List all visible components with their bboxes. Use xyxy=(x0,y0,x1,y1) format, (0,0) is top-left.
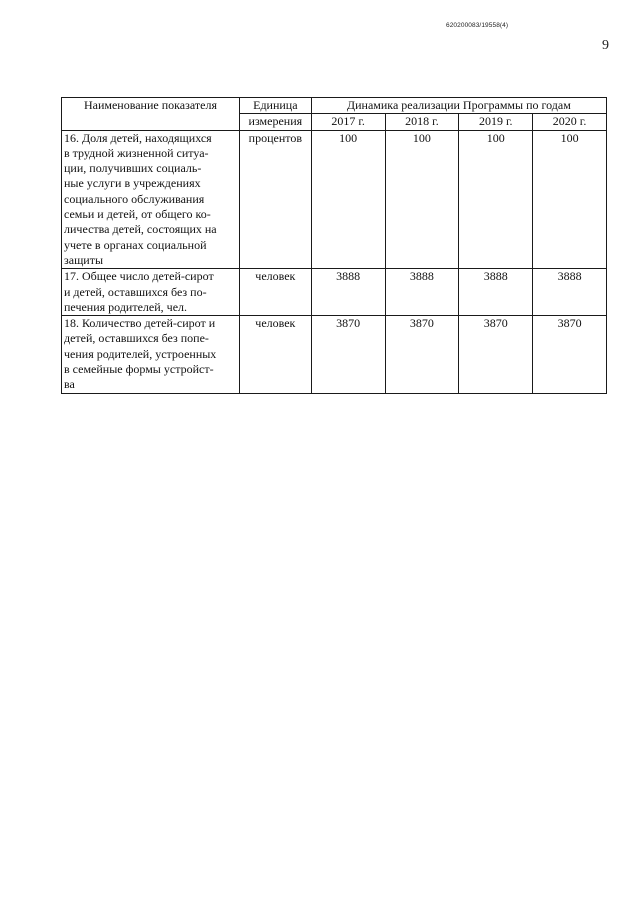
header-year-2018: 2018 г. xyxy=(385,114,459,130)
table-row xyxy=(62,269,607,316)
value-2020: 3888 xyxy=(533,269,607,316)
header-year-2019: 2019 г. xyxy=(459,114,533,130)
header-indicator-name: Наименование показателя xyxy=(62,98,240,131)
value-2020: 100 xyxy=(533,130,607,269)
value-2018: 3870 xyxy=(385,316,459,393)
indicator-name: 17. Общее число детей-сирот и детей, оставшихся без по- печения родителей, чел. xyxy=(62,269,240,316)
header-unit: Единица xyxy=(239,98,311,114)
header-dynamics: Динамика реализации Программы по годам xyxy=(311,98,606,114)
header-year-2020: 2020 г. xyxy=(533,114,607,130)
table-header-row xyxy=(62,98,607,114)
indicator-name: 16. Доля детей, находящихся в трудной жизненной ситуа- ции, получивших социаль- ные услуги в учреждениях социального обслуживания семьи и детей, от общего ко- личества детей, состоящих на учете в органах социальной защиты xyxy=(62,130,240,269)
value-2019: 100 xyxy=(459,130,533,269)
value-2020: 3870 xyxy=(533,316,607,393)
indicators-table xyxy=(61,97,607,394)
value-2018: 100 xyxy=(385,130,459,269)
value-2017: 3888 xyxy=(311,269,385,316)
value-2017: 3870 xyxy=(311,316,385,393)
indicator-unit: процентов xyxy=(239,130,311,269)
header-year-2017: 2017 г. xyxy=(311,114,385,130)
value-2017: 100 xyxy=(311,130,385,269)
table-row xyxy=(62,316,607,393)
indicator-name: 18. Количество детей-сирот и детей, оставшихся без попе- чения родителей, устроенных в семейные формы устройст- ва xyxy=(62,316,240,393)
indicator-unit: человек xyxy=(239,269,311,316)
value-2018: 3888 xyxy=(385,269,459,316)
page-number: 9 xyxy=(602,38,609,53)
indicator-unit: человек xyxy=(239,316,311,393)
document-id: 620200083/19558(4) xyxy=(446,22,509,29)
value-2019: 3888 xyxy=(459,269,533,316)
value-2019: 3870 xyxy=(459,316,533,393)
header-unit-line2: измерения xyxy=(239,114,311,130)
table-row xyxy=(62,130,607,269)
